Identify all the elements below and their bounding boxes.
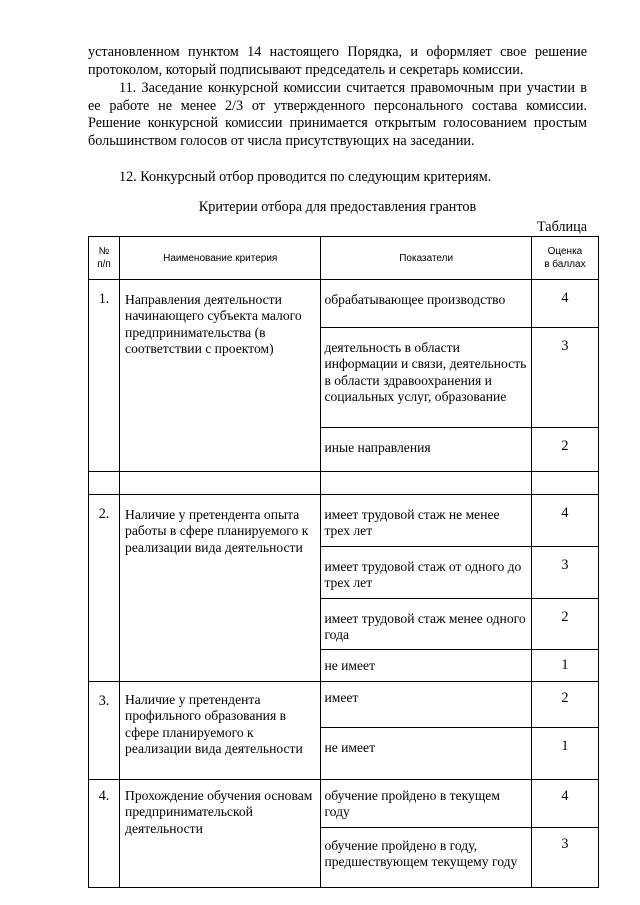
header-criterion: Наименование критерия — [120, 237, 321, 280]
score-cell: 1 — [531, 650, 598, 681]
score-cell: 3 — [531, 827, 598, 887]
header-score: Оценка в баллах — [531, 237, 598, 280]
score-cell: 2 — [531, 598, 598, 650]
row-number: 4. — [89, 779, 120, 887]
row-number: 1. — [89, 280, 120, 472]
indicator-cell: обучение пройдено в году, предшествующем текущему году — [321, 827, 531, 887]
score-cell: 2 — [531, 428, 598, 472]
indicator-cell: обучение пройдено в текущем году — [321, 779, 531, 827]
indicator-cell: деятельность в области информации и связи, деятельность в области здравоохранения и социальных услуг, образование — [321, 328, 531, 428]
header-indicators: Показатели — [321, 237, 531, 280]
score-cell: 1 — [531, 727, 598, 779]
paragraph-continuation: установленном пунктом 14 настоящего Порядка, и оформляет свое решение протоколом, который подписывают председатель и секретарь комиссии. — [88, 44, 587, 78]
indicator-cell: не имеет — [321, 650, 531, 681]
criterion-cell: Прохождение обучения основам предпринимательской деятельности — [120, 779, 321, 887]
score-cell: 4 — [531, 280, 598, 328]
table-label: Таблица — [536, 219, 587, 235]
criterion-cell: Наличие у претендента опыта работы в сфере планируемого к реализации вида деятельности — [120, 495, 321, 682]
row-number: 3. — [89, 681, 120, 779]
paragraph-12: 12. Конкурсный отбор проводится по следующим критериям. — [119, 169, 492, 185]
criterion-cell: Направления деятельности начинающего субъекта малого предпринимательства (в соответствии с проектом) — [120, 280, 321, 472]
indicator-cell: не имеет — [321, 727, 531, 779]
indicator-cell: иные направления — [321, 428, 531, 472]
score-cell: 4 — [531, 779, 598, 827]
header-number: № п/п — [89, 237, 120, 280]
paragraph-11: 11. Заседание конкурсной комиссии считается правомочным при участии в ее работе не менее 2/3 от утвержденного персонального состава комиссии. Решение конкурсной комиссии принимается открытым голосованием простым большинством голосов от числа присутствующих на заседании. — [88, 80, 587, 150]
score-cell: 4 — [531, 495, 598, 547]
indicator-cell: имеет трудовой стаж менее одного года — [321, 598, 531, 650]
score-cell: 3 — [531, 328, 598, 428]
table-caption: Критерии отбора для предоставления грантов — [198, 199, 477, 215]
indicator-cell: обрабатывающее производство — [321, 280, 531, 328]
score-cell: 3 — [531, 546, 598, 598]
indicator-cell: имеет — [321, 681, 531, 727]
score-cell: 2 — [531, 681, 598, 727]
row-number: 2. — [89, 495, 120, 682]
indicator-cell: имеет трудовой стаж не менее трех лет — [321, 495, 531, 547]
indicator-cell: имеет трудовой стаж от одного до трех лет — [321, 546, 531, 598]
criterion-cell: Наличие у претендента профильного образования в сфере планируемого к реализации вида деятельности — [120, 681, 321, 779]
criteria-table — [88, 236, 599, 888]
